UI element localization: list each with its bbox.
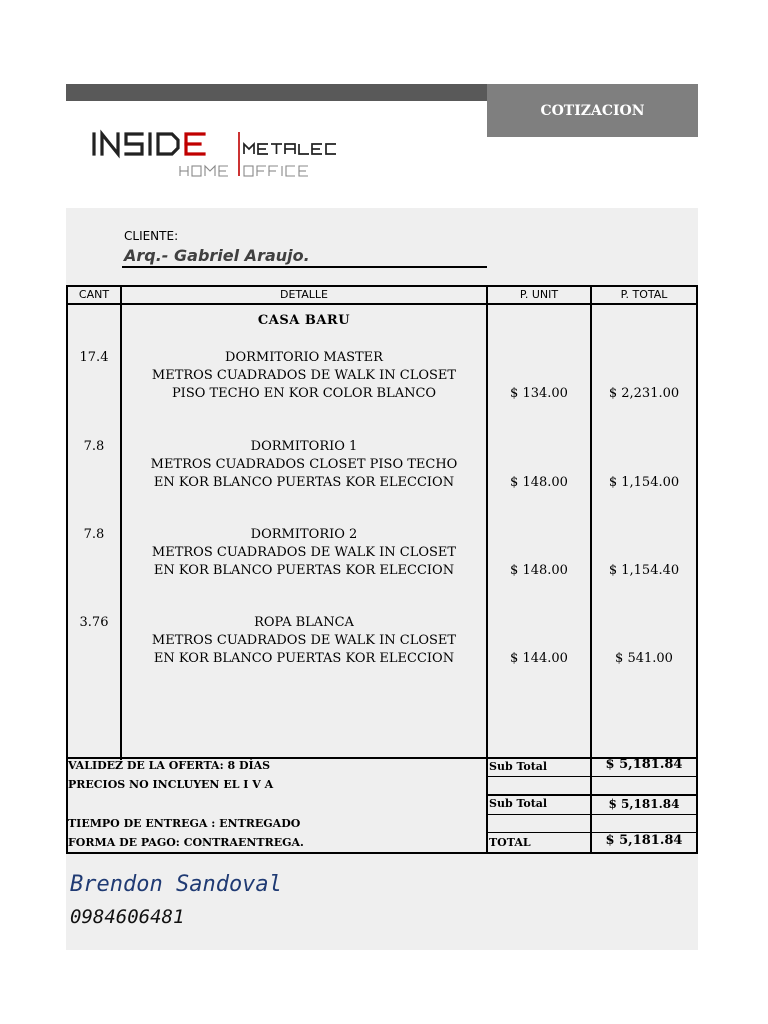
item-desc-line: METROS CUADRADOS CLOSET PISO TECHO: [150, 457, 458, 472]
client-underline: [122, 266, 487, 268]
document-title: COTIZACION: [487, 84, 698, 137]
item-desc-line: EN KOR BLANCO PUERTAS KOR ELECCION: [153, 563, 455, 578]
client-name: Arq.- Gabriel Araujo.: [124, 246, 310, 265]
offer-validity: VALIDEZ DE LA OFERTA: 8 DÍAS: [68, 759, 271, 772]
company-logo: [88, 126, 368, 182]
item-total-price: $ 1,154.40: [608, 563, 680, 578]
payment-method: FORMA DE PAGO: CONTRAENTREGA.: [68, 836, 304, 849]
item-desc-line: EN KOR BLANCO PUERTAS KOR ELECCION: [153, 651, 455, 666]
summary-rule: [487, 776, 698, 777]
item-qty: 7.8: [83, 439, 105, 454]
item-qty: 3.76: [79, 615, 109, 630]
client-label: CLIENTE:: [124, 229, 179, 243]
item-qty: 17.4: [79, 350, 109, 365]
item-desc-line: METROS CUADRADOS DE WALK IN CLOSET: [151, 545, 457, 560]
item-desc-line: METROS CUADRADOS DE WALK IN CLOSET: [151, 368, 457, 383]
item-title: DORMITORIO 1: [250, 439, 358, 454]
subtotal-label: Sub Total: [489, 760, 548, 773]
subtotal-value: $ 5,181.84: [605, 757, 683, 772]
item-unit-price: $ 134.00: [510, 386, 568, 401]
subtotal-label: Sub Total: [489, 797, 548, 810]
header-rule: [66, 303, 698, 305]
item-unit-price: $ 144.00: [510, 651, 568, 666]
iva-note: PRECIOS NO INCLUYEN EL I V A: [68, 778, 274, 791]
header-bar: [66, 84, 487, 101]
seller-name: Brendon Sandoval: [70, 872, 282, 897]
subtotal-value: $ 5,181.84: [608, 797, 680, 811]
item-title: DORMITORIO 2: [250, 527, 358, 542]
item-desc-line: METROS CUADRADOS DE WALK IN CLOSET: [151, 633, 457, 648]
item-desc-line: PISO TECHO EN KOR COLOR BLANCO: [171, 386, 437, 401]
item-title: ROPA BLANCA: [254, 615, 354, 630]
summary-rule: [487, 814, 698, 815]
summary-rule: [487, 794, 698, 796]
item-desc-line: EN KOR BLANCO PUERTAS KOR ELECCION: [153, 475, 455, 490]
item-unit-price: $ 148.00: [510, 475, 568, 490]
delivery-time: TIEMPO DE ENTREGA : ENTREGADO: [68, 817, 301, 830]
item-qty: 7.8: [83, 527, 105, 542]
item-title: DORMITORIO MASTER: [225, 350, 383, 365]
header-qty: CANT: [78, 288, 110, 301]
project-name: CASA BARU: [257, 313, 351, 328]
item-total-price: $ 1,154.00: [608, 475, 680, 490]
item-unit-price: $ 148.00: [510, 563, 568, 578]
header-detail: DETALLE: [279, 288, 329, 301]
total-value: $ 5,181.84: [605, 833, 683, 848]
header-unit-price: P. UNIT: [519, 288, 559, 301]
item-total-price: $ 2,231.00: [608, 386, 680, 401]
seller-phone: 0984606481: [70, 906, 185, 928]
item-total-price: $ 541.00: [615, 651, 673, 666]
total-label: TOTAL: [489, 836, 531, 849]
header-total-price: P. TOTAL: [620, 288, 668, 301]
